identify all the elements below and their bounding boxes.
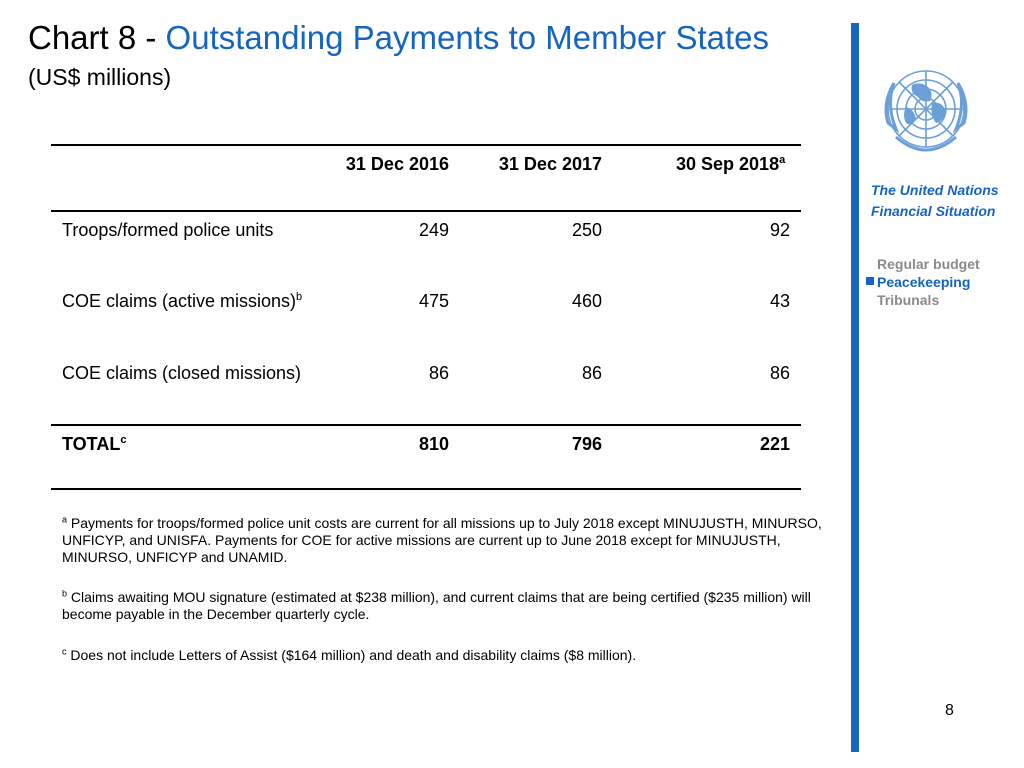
cell-total-2018: 221	[759, 434, 790, 454]
row-label-coe-closed: COE claims (closed missions)	[62, 363, 302, 383]
footnote-marker-b: b	[296, 291, 303, 303]
cell-troops-2018: 92	[769, 220, 790, 240]
table-rule-header	[51, 210, 801, 212]
section-nav	[864, 255, 980, 309]
cell-coe-active-2016: 475	[418, 291, 449, 311]
table-rule-total	[51, 424, 801, 426]
cell-coe-closed-2018: 86	[769, 363, 790, 383]
column-header-2017: 31 Dec 2017	[498, 154, 602, 174]
cell-total-2017: 796	[571, 434, 602, 454]
table-rule-bottom	[51, 488, 801, 490]
nav-label-peacekeeping: Peacekeeping	[877, 274, 971, 290]
footnote-marker-a: a	[779, 154, 786, 166]
nav-item-tribunals[interactable]	[864, 291, 980, 309]
cell-coe-active-2017: 460	[571, 291, 602, 311]
nav-item-peacekeeping[interactable]	[864, 273, 980, 291]
brand-line-1: The United Nations	[871, 182, 999, 198]
title-prefix: Chart 8 -	[28, 19, 166, 56]
un-emblem-icon	[872, 63, 980, 167]
footnote-a: $^a$ Payments for troops/formed police unit costs are current for all missions up to July 2018 except MINUJUSTH, MINURSO, UNFICYP, and UNISFA. Payments for COE for active missions are current up to June 2018 except for MINUJUSTH, MINURSO, UNFICYP and UNAMID.	[62, 514, 822, 565]
row-label-coe-active: COE claims (active missions)$^b$	[62, 291, 303, 311]
row-label-total: TOTAL$^c$	[62, 434, 127, 454]
page-number: 8	[945, 702, 954, 719]
column-header-2016: 31 Dec 2016	[345, 154, 449, 174]
column-header-2018: 30 Sep 2018$^a$	[676, 154, 786, 174]
nav-item-regular-budget[interactable]	[864, 255, 980, 273]
cell-troops-2016: 249	[418, 220, 449, 240]
brand-heading	[871, 180, 999, 222]
table-rule-top	[51, 144, 801, 146]
brand-line-2: Financial Situation	[871, 203, 996, 219]
footnote-b: $^b$ Claims awaiting MOU signature (estimated at $238 million), and current claims that are being certified ($235 million) will become payable in the December quarterly cycle.	[62, 588, 811, 622]
page-title	[28, 18, 769, 58]
cell-coe-closed-2016: 86	[428, 363, 449, 383]
sidebar-divider	[851, 23, 859, 752]
cell-total-2016: 810	[418, 434, 449, 454]
cell-troops-2017: 250	[571, 220, 602, 240]
cell-coe-active-2018: 43	[769, 291, 790, 311]
footnote-c: $^c$ Does not include Letters of Assist ($164 million) and death and disability claims ($8 million).	[62, 646, 637, 663]
nav-label-tribunals: Tribunals	[877, 292, 940, 308]
active-square-icon	[866, 277, 874, 285]
title-main: Outstanding Payments to Member States	[165, 19, 770, 56]
cell-coe-closed-2017: 86	[581, 363, 602, 383]
footnote-marker-c: c	[120, 434, 127, 446]
page-subtitle: (US$ millions)	[28, 64, 172, 90]
nav-label-regular-budget: Regular budget	[877, 256, 980, 272]
row-label-troops: Troops/formed police units	[62, 220, 274, 240]
